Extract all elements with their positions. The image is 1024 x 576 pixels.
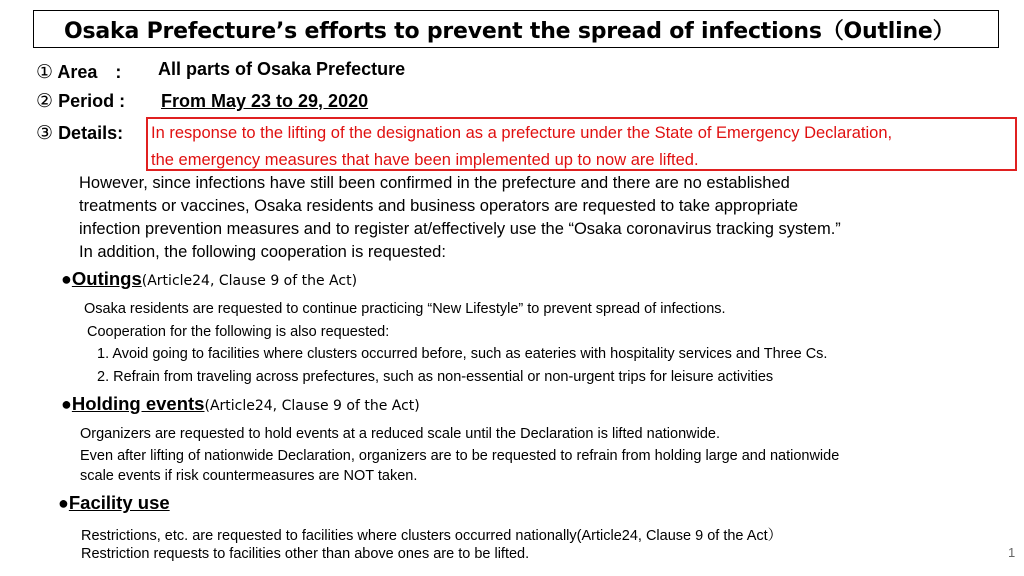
page-number: 1 <box>1008 545 1016 560</box>
period-row <box>36 90 125 113</box>
details-para-line: infection prevention measures and to register at/effectively use the “Osaka coronavirus tracking system.” <box>79 220 841 238</box>
details-red-line-2: the emergency measures that have been implemented up to now are lifted. <box>151 151 699 169</box>
details-para-line: In addition, the following cooperation is requested: <box>79 243 446 261</box>
period-value: From May 23 to 29, 2020 <box>161 91 369 111</box>
section-outings-heading <box>61 268 357 290</box>
period-label: Period : <box>58 91 126 111</box>
holding-events-title: Holding events <box>71 393 205 414</box>
details-para-line: treatments or vaccines, Osaka residents and business operators are requested to take appropriate <box>79 197 799 215</box>
outings-article: (Article24, Clause 9 of the Act) <box>141 273 358 289</box>
page-title: Osaka Prefecture’s efforts to prevent the spread of infections（Outline） <box>64 18 955 44</box>
title-box <box>33 10 999 48</box>
section-facility-use-heading <box>58 492 170 514</box>
outings-line: Osaka residents are requested to continue practicing “New Lifestyle” to prevent spread of infections. <box>84 301 726 317</box>
outings-line: 2. Refrain from traveling across prefectures, such as non-essential or non-urgent trips for leisure activities <box>97 369 774 385</box>
bullet-icon: ● <box>58 493 69 513</box>
area-label: Area : <box>57 62 122 82</box>
facility-use-line: Restriction requests to facilities other than above ones are to be lifted. <box>81 546 530 562</box>
period-number: ② <box>36 91 54 112</box>
holding-events-line: Organizers are requested to hold events at a reduced scale until the Declaration is lifted nationwide. <box>80 426 720 442</box>
area-value: All parts of Osaka Prefecture <box>158 59 406 79</box>
bullet-icon: ● <box>61 269 72 289</box>
details-para-line: However, since infections have still been confirmed in the prefecture and there are no established <box>79 174 790 192</box>
outings-line: Cooperation for the following is also requested: <box>87 324 390 340</box>
details-label: Details: <box>58 123 124 143</box>
details-red-line-1: In response to the lifting of the designation as a prefecture under the State of Emergency Declaration, <box>151 124 893 142</box>
outings-title: Outings <box>71 268 142 289</box>
area-number: ① <box>36 62 54 83</box>
facility-use-line: Restrictions, etc. are requested to facilities where clusters occurred nationally(Article24, Clause 9 of the Act） <box>81 528 783 544</box>
holding-events-line: Even after lifting of nationwide Declaration, organizers are to be requested to refrain from holding large and nationwide <box>80 448 840 464</box>
details-number: ③ <box>36 123 54 144</box>
facility-use-title: Facility use <box>68 492 170 513</box>
outings-line: 1. Avoid going to facilities where clusters occurred before, such as eateries with hospitality services and Three Cs. <box>97 346 828 362</box>
details-row <box>36 122 123 145</box>
area-row <box>36 58 121 84</box>
holding-events-line: scale events if risk countermeasures are NOT taken. <box>80 468 418 484</box>
section-holding-events-heading <box>61 393 420 415</box>
holding-events-article: (Article24, Clause 9 of the Act) <box>204 398 420 414</box>
bullet-icon: ● <box>61 394 72 414</box>
